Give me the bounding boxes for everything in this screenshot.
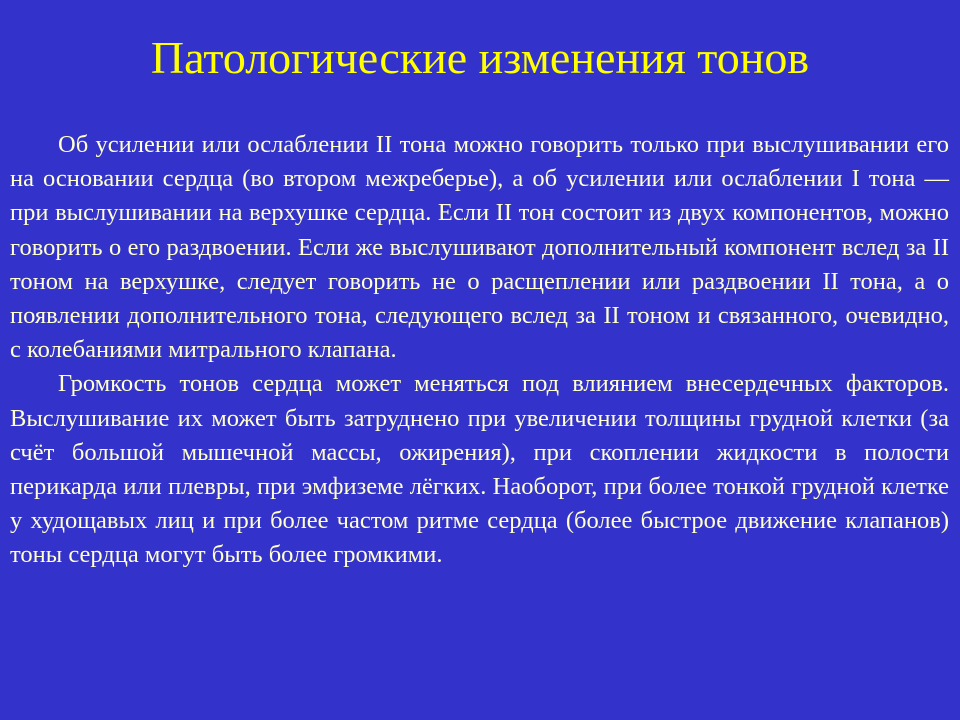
slide-title: Патологические изменения тонов [150,32,810,83]
slide-body [10,128,949,573]
body-paragraph-2: Громкость тонов сердца может меняться под влиянием внесердечных факторов. Выслушивание их может быть затруднено при увеличении толщины грудной клетки (за счёт большой мышечной массы, ожирения), при скоплении жидкости в полости перикарда или плевры, при эмфиземе лёгких. Наоборот, при более тонкой грудной клетке у худощавых лиц и при более частом ритме сердца (более быстрое движение клапанов) тоны сердца могут быть более громкими. [10,370,949,569]
body-paragraph-1: Об усилении или ослаблении II тона можно говорить только при выслушивании его на основании сердца (во втором межреберье), а об усилении или ослаблении I тона — при выслушивании на верхушке сердца. Если II тон состоит из двух компонентов, можно говорить о его раздвоении. Если же выслушивают дополнительный компонент вслед за II тоном на верхушке, следует говорить не о расщеплении или раздвоении II тона, а о появлении дополнительного тона, следующего вслед за II тоном и связанного, очевидно, с колебаниями митрального клапана. [10,131,949,364]
